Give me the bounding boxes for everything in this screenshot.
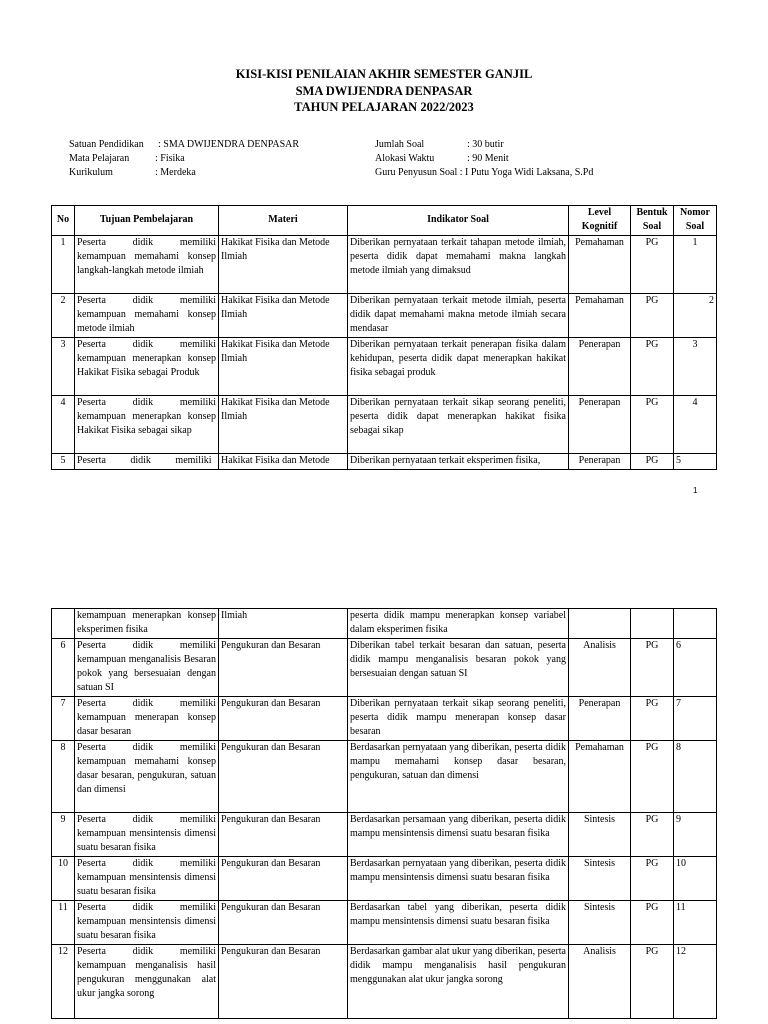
- cell-bentuk: PG: [631, 236, 674, 294]
- cell-bentuk: PG: [631, 396, 674, 454]
- cell-tujuan: Peserta didik memiliki kemampuan memahami konsep langkah-langkah metode ilmiah: [75, 236, 219, 294]
- cell-materi: Hakikat Fisika dan Metode: [219, 454, 348, 470]
- table-row: [52, 813, 717, 857]
- cell-no: [52, 609, 75, 639]
- cell-indikator: Berdasarkan persamaan yang diberikan, peserta didik mampu mensintensis dimensi suatu besaran fisika: [348, 813, 569, 857]
- table-row: [52, 454, 717, 470]
- cell-bentuk: PG: [631, 639, 674, 697]
- cell-nomor: 9: [674, 813, 717, 857]
- meta-value: : Merdeka: [155, 167, 196, 178]
- cell-nomor: 3: [674, 338, 717, 396]
- cell-bentuk: PG: [631, 454, 674, 470]
- cell-materi: Pengukuran dan Besaran: [219, 901, 348, 945]
- col-header-materi: Materi: [219, 206, 348, 236]
- cell-bentuk: PG: [631, 945, 674, 1019]
- cell-tujuan: Peserta didik memiliki kemampuan menerapkan konsep Hakikat Fisika sebagai sikap: [75, 396, 219, 454]
- cell-indikator: Diberikan pernyataan terkait sikap seorang peneliti, peserta didik dapat menerapkan hakikat fisika sebagai sikap: [348, 396, 569, 454]
- meta-value: : I Putu Yoga Widi Laksana, S.Pd: [459, 167, 594, 178]
- cell-bentuk: PG: [631, 697, 674, 741]
- cell-level: Pemahaman: [569, 236, 631, 294]
- cell-tujuan: Peserta didik memiliki kemampuan menerapkan konsep Hakikat Fisika sebagai Produk: [75, 338, 219, 396]
- meta-value: : 30 butir: [467, 139, 504, 150]
- cell-nomor: 10: [674, 857, 717, 901]
- col-header-indikator: Indikator Soal: [348, 206, 569, 236]
- cell-indikator: peserta didik mampu menerapkan konsep variabel dalam eksperimen fisika: [348, 609, 569, 639]
- meta-left: Satuan Pendidikan : SMA DWIJENDRA DENPASAR Mata Pelajaran : Fisika Kurikulum : Merdeka: [69, 139, 300, 178]
- cell-level: Sintesis: [569, 813, 631, 857]
- cell-no: 3: [52, 338, 75, 396]
- cell-materi: Hakikat Fisika dan Metode Ilmiah: [219, 294, 348, 338]
- grid-table-page1: [51, 205, 717, 470]
- cell-level: [569, 609, 631, 639]
- cell-indikator: Diberikan pernyataan terkait tahapan metode ilmiah, peserta didik dapat memahami makna langkah metode ilmiah yang dimaksud: [348, 236, 569, 294]
- cell-tujuan: Peserta didik memiliki kemampuan menganalisis hasil pengukuran menggunakan alat ukur jangka sorong: [75, 945, 219, 1019]
- meta-label: Kurikulum: [69, 167, 113, 178]
- table-row: [52, 901, 717, 945]
- cell-materi: Pengukuran dan Besaran: [219, 945, 348, 1019]
- cell-no: 9: [52, 813, 75, 857]
- table-row: [52, 945, 717, 1019]
- table-row: [52, 609, 717, 639]
- meta-value: : SMA DWIJENDRA DENPASAR: [158, 139, 300, 150]
- cell-level: Sintesis: [569, 857, 631, 901]
- col-header-bentuk: Bentuk Soal: [631, 206, 674, 236]
- cell-nomor: 12: [674, 945, 717, 1019]
- cell-tujuan: Peserta didik memiliki kemampuan memahami konsep metode ilmiah: [75, 294, 219, 338]
- cell-level: Analisis: [569, 639, 631, 697]
- cell-tujuan: kemampuan menerapkan konsep eksperimen fisika: [75, 609, 219, 639]
- cell-no: 11: [52, 901, 75, 945]
- cell-bentuk: PG: [631, 901, 674, 945]
- col-header-level: Level Kognitif: [569, 206, 631, 236]
- meta-label: Mata Pelajaran: [69, 153, 130, 164]
- cell-tujuan: Peserta didik memiliki: [75, 454, 219, 470]
- cell-tujuan: Peserta didik memiliki kemampuan memahami konsep dasar besaran, pengukuran, satuan dan dimensi: [75, 741, 219, 813]
- cell-bentuk: PG: [631, 741, 674, 813]
- cell-materi: Pengukuran dan Besaran: [219, 857, 348, 901]
- cell-no: 5: [52, 454, 75, 470]
- table-row: [52, 294, 717, 338]
- cell-level: Sintesis: [569, 901, 631, 945]
- table-row: [52, 639, 717, 697]
- cell-no: 7: [52, 697, 75, 741]
- meta-label: Jumlah Soal: [375, 139, 425, 150]
- cell-no: 6: [52, 639, 75, 697]
- cell-tujuan: Peserta didik memiliki kemampuan mensintensis dimensi suatu besaran fisika: [75, 857, 219, 901]
- cell-nomor: [674, 609, 717, 639]
- table-header-row: [52, 206, 717, 236]
- cell-bentuk: [631, 609, 674, 639]
- cell-tujuan: Peserta didik memiliki kemampuan menganalisis Besaran pokok yang bersesuaian dengan satuan SI: [75, 639, 219, 697]
- cell-no: 8: [52, 741, 75, 813]
- cell-indikator: Berdasarkan pernyataan yang diberikan, peserta didik mampu mensintensis dimensi suatu besaran fisika: [348, 857, 569, 901]
- col-header-tujuan: Tujuan Pembelajaran: [75, 206, 219, 236]
- cell-indikator: Diberikan tabel terkait besaran dan satuan, peserta didik mampu menganalisis besaran pokok yang bersesuaian dengan satuan SI: [348, 639, 569, 697]
- cell-no: 12: [52, 945, 75, 1019]
- cell-materi: Ilmiah: [219, 609, 348, 639]
- cell-level: Analisis: [569, 945, 631, 1019]
- cell-nomor: 7: [674, 697, 717, 741]
- cell-nomor: 5: [674, 454, 717, 470]
- cell-materi: Pengukuran dan Besaran: [219, 639, 348, 697]
- cell-materi: Pengukuran dan Besaran: [219, 813, 348, 857]
- meta-value: : Fisika: [155, 153, 185, 164]
- cell-indikator: Diberikan pernyataan terkait penerapan fisika dalam kehidupan, peserta didik dapat menerapkan hakikat fisika sebagai produk: [348, 338, 569, 396]
- doc-title-line2: SMA DWIJENDRA DENPASAR: [295, 84, 473, 98]
- cell-nomor: 6: [674, 639, 717, 697]
- cell-nomor: 1: [674, 236, 717, 294]
- table-row: [52, 396, 717, 454]
- table-row: [52, 697, 717, 741]
- cell-indikator: Diberikan pernyataan terkait metode ilmiah, peserta didik dapat memahami makna metode ilmiah secara mendasar: [348, 294, 569, 338]
- cell-level: Penerapan: [569, 454, 631, 470]
- table-row: [52, 338, 717, 396]
- cell-no: 1: [52, 236, 75, 294]
- cell-nomor: 2: [674, 294, 717, 338]
- doc-title-line3: TAHUN PELAJARAN 2022/2023: [294, 100, 474, 114]
- cell-nomor: 8: [674, 741, 717, 813]
- cell-bentuk: PG: [631, 813, 674, 857]
- cell-indikator: Diberikan pernyataan terkait sikap seorang peneliti, peserta didik mampu menerapan konsep dasar besaran: [348, 697, 569, 741]
- cell-level: Penerapan: [569, 338, 631, 396]
- cell-indikator: Berdasarkan gambar alat ukur yang diberikan, peserta didik mampu menganalisis hasil pengukuran menggunakan alat ukur jangka sorong: [348, 945, 569, 1019]
- table-row: [52, 236, 717, 294]
- cell-materi: Hakikat Fisika dan Metode Ilmiah: [219, 236, 348, 294]
- cell-materi: Pengukuran dan Besaran: [219, 741, 348, 813]
- cell-level: Penerapan: [569, 396, 631, 454]
- cell-indikator: Berdasarkan pernyataan yang diberikan, peserta didik mampu memahami konsep dasar besaran, pengukuran, satuan dan dimensi: [348, 741, 569, 813]
- meta-label: Alokasi Waktu: [375, 153, 435, 164]
- col-header-no: No: [52, 206, 75, 236]
- cell-no: 4: [52, 396, 75, 454]
- meta-label: Guru Penyusun Soal: [375, 167, 458, 178]
- col-header-nomor: Nomor Soal: [674, 206, 717, 236]
- meta-value: : 90 Menit: [467, 153, 509, 164]
- cell-no: 2: [52, 294, 75, 338]
- cell-tujuan: Peserta didik memiliki kemampuan mensintensis dimensi suatu besaran fisika: [75, 901, 219, 945]
- cell-materi: Hakikat Fisika dan Metode Ilmiah: [219, 396, 348, 454]
- cell-bentuk: PG: [631, 857, 674, 901]
- page-number: 1: [693, 486, 698, 495]
- cell-level: Pemahaman: [569, 741, 631, 813]
- cell-tujuan: Peserta didik memiliki kemampuan mensintensis dimensi suatu besaran fisika: [75, 813, 219, 857]
- cell-bentuk: PG: [631, 338, 674, 396]
- cell-indikator: Diberikan pernyataan terkait eksperimen fisika,: [348, 454, 569, 470]
- cell-indikator: Berdasarkan tabel yang diberikan, peserta didik mampu mensintensis dimensi suatu besaran fisika: [348, 901, 569, 945]
- cell-materi: Hakikat Fisika dan Metode Ilmiah: [219, 338, 348, 396]
- cell-bentuk: PG: [631, 294, 674, 338]
- cell-no: 10: [52, 857, 75, 901]
- cell-materi: Pengukuran dan Besaran: [219, 697, 348, 741]
- table-row: [52, 857, 717, 901]
- grid-table-page2: [51, 608, 717, 1019]
- cell-tujuan: Peserta didik memiliki kemampuan menerapan konsep dasar besaran: [75, 697, 219, 741]
- meta-right: [375, 138, 593, 180]
- cell-level: Pemahaman: [569, 294, 631, 338]
- cell-nomor: 11: [674, 901, 717, 945]
- cell-level: Penerapan: [569, 697, 631, 741]
- cell-nomor: 4: [674, 396, 717, 454]
- doc-title-line1: KISI-KISI PENILAIAN AKHIR SEMESTER GANJIL: [235, 67, 533, 81]
- table-row: [52, 741, 717, 813]
